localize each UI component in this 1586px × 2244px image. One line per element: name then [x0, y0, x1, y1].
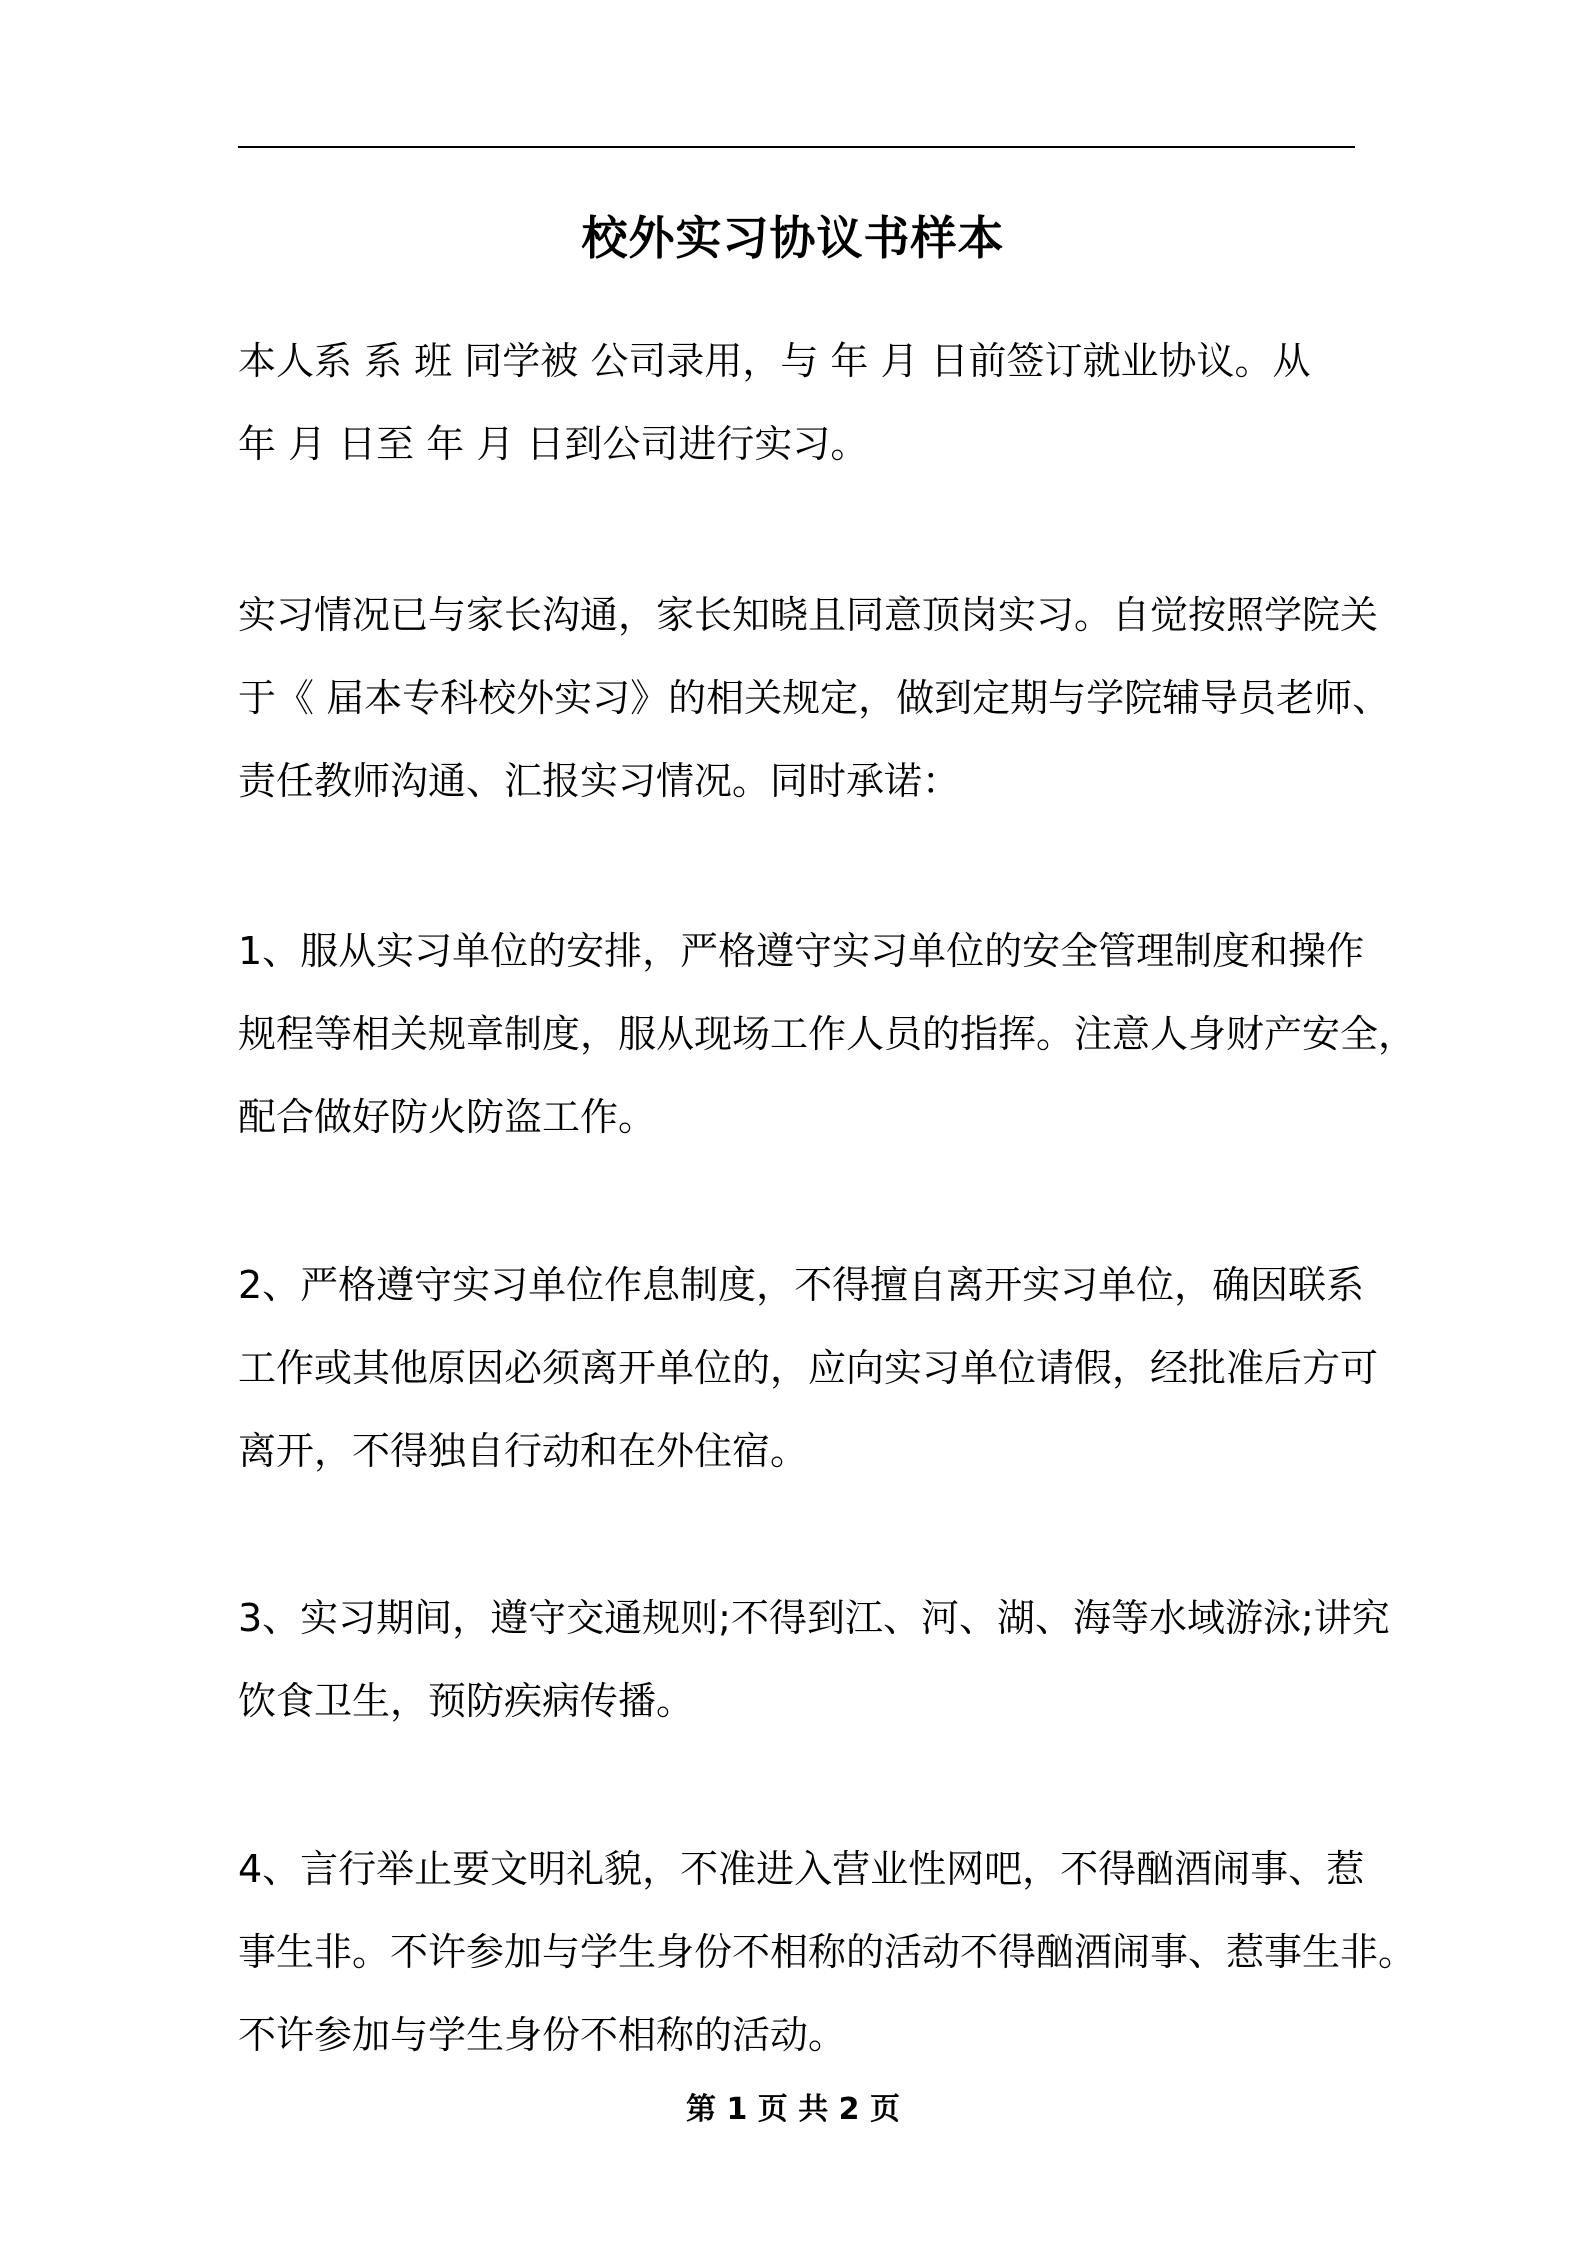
paragraph-line: 实习情况已与家长沟通，家长知晓且同意顶岗实习。自觉按照学院关 — [238, 593, 1379, 637]
document-title: 校外实习协议书样本 — [581, 211, 1005, 265]
paragraph-line: 责任教师沟通、汇报实习情况。同时承诺： — [238, 759, 961, 803]
paragraph-line: 2、严格遵守实习单位作息制度，不得擅自离开实习单位，确因联系 — [238, 1263, 1365, 1307]
paragraph-line: 离开，不得独自行动和在外住宿。 — [238, 1429, 809, 1473]
paragraph-parent-consent — [238, 574, 1398, 823]
paragraph-item-3 — [238, 1577, 1398, 1743]
paragraph-line: 规程等相关规章制度，服从现场工作人员的指挥。注意人身财产安全， — [238, 1012, 1417, 1056]
paragraph-intro — [238, 320, 1398, 486]
paragraph-line: 饮食卫生，预防疾病传播。 — [238, 1679, 695, 1723]
paragraph-line: 年 月 日至 年 月 日到公司进行实习。 — [238, 422, 869, 466]
paragraph-item-1 — [238, 910, 1417, 1159]
paragraph-line: 3、实习期间，遵守交通规则;不得到江、河、湖、海等水域游泳;讲究 — [238, 1596, 1390, 1640]
paragraph-line: 1、服从实习单位的安排，严格遵守实习单位的安全管理制度和操作 — [238, 929, 1365, 973]
paragraph-item-4 — [238, 1828, 1417, 2077]
paragraph-line: 本人系 系 班 同学被 公司录用，与 年 月 日前签订就业协议。从 — [238, 339, 1311, 383]
paragraph-line: 于《 届本专科校外实习》的相关规定，做到定期与学院辅导员老师、 — [238, 676, 1391, 720]
header-rule — [238, 146, 1355, 148]
paragraph-line: 不许参加与学生身份不相称的活动。 — [238, 2013, 847, 2057]
paragraph-line: 4、言行举止要文明礼貌，不准进入营业性网吧，不得酗酒闹事、惹 — [238, 1847, 1365, 1891]
paragraph-line: 工作或其他原因必须离开单位的，应向实习单位请假，经批准后方可 — [238, 1346, 1379, 1390]
paragraph-item-2 — [238, 1244, 1398, 1493]
paragraph-line: 事生非。不许参加与学生身份不相称的活动不得酗酒闹事、惹事生非。 — [238, 1930, 1417, 1974]
page-number-footer: 第 1 页 共 2 页 — [686, 2092, 900, 2127]
paragraph-line: 配合做好防火防盗工作。 — [238, 1095, 657, 1139]
